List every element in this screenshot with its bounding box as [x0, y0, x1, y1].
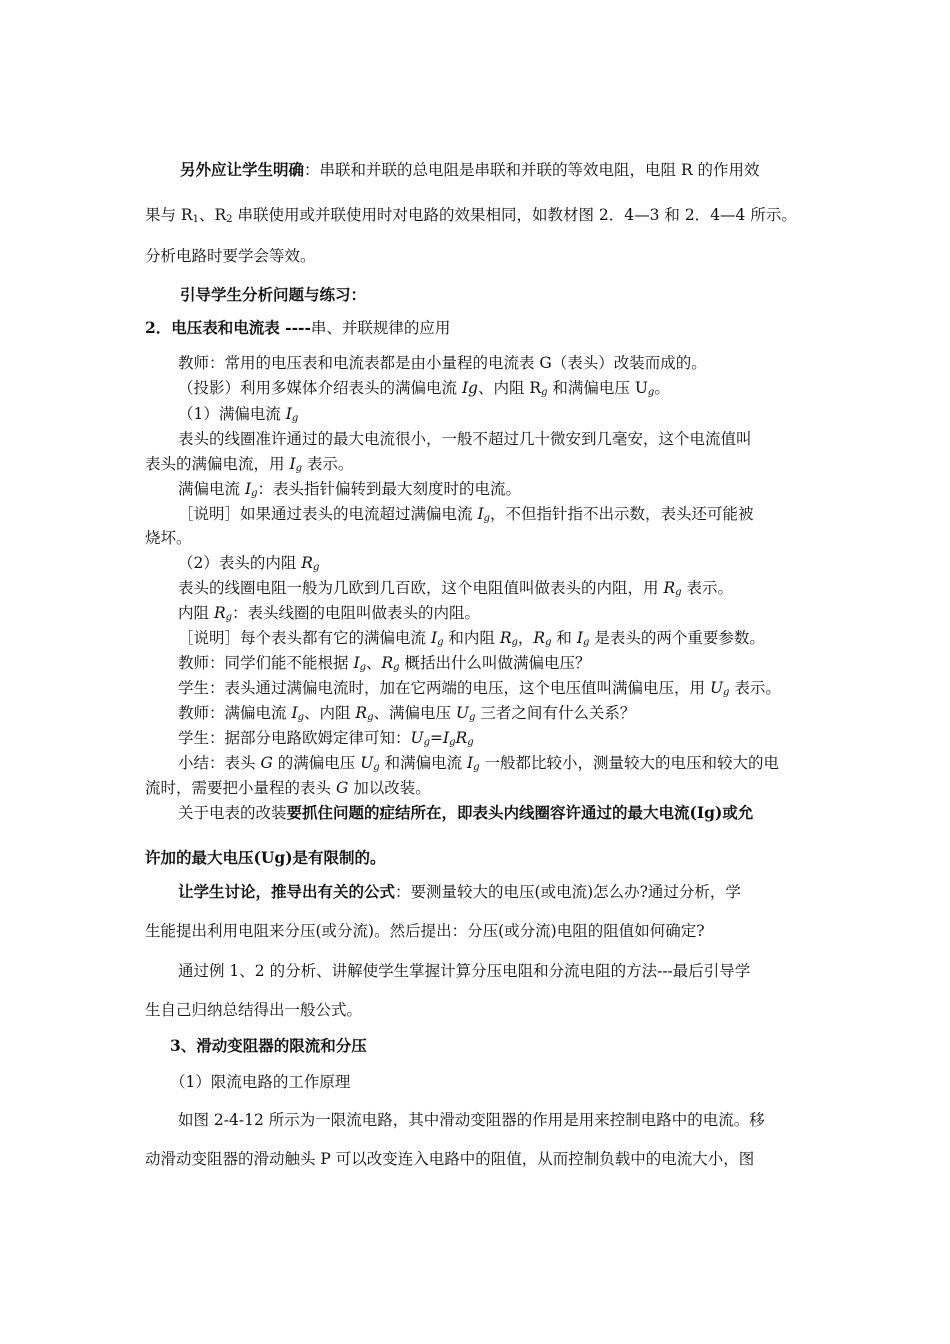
example-line: 生自己归纳总结得出一般公式。 — [145, 1001, 363, 1019]
paragraph-line: 表头的线圈电阻一般为几欧到几百欧，这个电阻值叫做表头的内阻，用 $R_g$ 表示。 — [178, 579, 733, 598]
subheading-current-limiting: （1）限流电路的工作原理 — [170, 1073, 351, 1091]
definition-line: 满偏电流 $I_g$：表头指针偏转到最大刻度时的电流。 — [178, 480, 521, 499]
paragraph-line: 表头的满偏电流，用 $I_g$ 表示。 — [145, 455, 354, 474]
paragraph-line: 烧坏。 — [145, 529, 192, 547]
paragraph-equivalent-resistance: 另外应让学生明确：串联和并联的总电阻是串联和并联的等效电阻，电阻 R 的作用效 — [180, 160, 760, 179]
subheading-full-scale-current: （1）满偏电流 $I_g$ — [178, 405, 299, 424]
note-line: ［说明］如果通过表头的电流超过满偏电流 $I_g$，不但指针指不出示数，表头还可能被 — [178, 505, 754, 524]
paragraph-line: 果与 $R_1$、$R_2$ 串联使用或并联使用时对电路的效果相同，如教材图 2．4—3 和 2．4—4 所示。 — [145, 206, 797, 225]
student-answer: 学生：表头通过满偏电流时，加在它两端的电压，这个电压值叫满偏电压，用 $U_g$ 表示。 — [178, 679, 781, 698]
guide-heading: 引导学生分析问题与练习： — [180, 285, 367, 304]
discussion-line: 生能提出利用电阻来分压(或分流)。然后提出：分压(或分流)电阻的阻值如何确定? — [145, 922, 705, 940]
meter-modification-line: 许加的最大电压(Ug)是有限制的。 — [145, 848, 386, 867]
paragraph-line: 分析电路时要学会等效。 — [145, 247, 316, 265]
teacher-question: 教师：同学们能不能根据 $I_g$、$R_g$ 概括出什么叫做满偏电压？ — [178, 654, 591, 673]
projection-line: （投影）利用多媒体介绍表头的满偏电流 Ig、内阻 $R_g$ 和满偏电压 $U_g$。 — [178, 379, 670, 398]
emphasis-lead: 另外应让学生明确 — [180, 160, 305, 179]
definition-line: 内阻 $R_g$：表头线圈的电阻叫做表头的内阻。 — [178, 604, 481, 623]
section-heading-rheostat: 3、滑动变阻器的限流和分压 — [170, 1036, 367, 1055]
paragraph-line: 如图 2-4-12 所示为一限流电路，其中滑动变阻器的作用是用来控制电路中的电流。移 — [178, 1111, 765, 1129]
note-line: ［说明］每个表头都有它的满偏电流 $I_g$ 和内阻 $R_g$，$R_g$ 和 $I_g$ 是表头的两个重要参数。 — [178, 629, 765, 648]
meter-modification-line: 关于电表的改装要抓住问题的症结所在，即表头内线圈容许通过的最大电流(Ig)或允 — [178, 803, 754, 822]
teacher-line: 教师：常用的电压表和电流表都是由小量程的电流表 G（表头）改装而成的。 — [178, 354, 707, 372]
paragraph-line: 动滑动变阻器的滑动触头 P 可以改变连入电路中的阻值，从而控制负载中的电流大小，图 — [145, 1150, 755, 1168]
student-answer-formula: 学生：据部分电路欧姆定律可知：$U_g=I_gR_g$ — [178, 729, 474, 748]
teacher-question: 教师：满偏电流 $I_g$、内阻 $R_g$、满偏电压 $U_g$ 三者之间有什么关系？ — [178, 704, 636, 723]
section-heading-meters: 2．电压表和电流表 ----串、并联规律的应用 — [145, 318, 451, 337]
discussion-line: 让学生讨论，推导出有关的公式：要测量较大的电压(或电流)怎么办?通过分析，学 — [178, 882, 741, 901]
summary-line: 流时，需要把小量程的表头 G 加以改装。 — [145, 779, 431, 797]
summary-line: 小结：表头 G 的满偏电压 $U_g$ 和满偏电流 $I_g$ 一般都比较小，测量较大的电压和较大的电 — [178, 754, 779, 773]
paragraph-line: 表头的线圈准许通过的最大电流很小，一般不超过几十微安到几毫安，这个电流值叫 — [178, 430, 752, 448]
example-line: 通过例 1、2 的分析、讲解使学生掌握计算分压电阻和分流电阻的方法---最后引导学 — [178, 962, 751, 980]
subheading-internal-resistance: （2）表头的内阻 $R_g$ — [178, 554, 320, 573]
